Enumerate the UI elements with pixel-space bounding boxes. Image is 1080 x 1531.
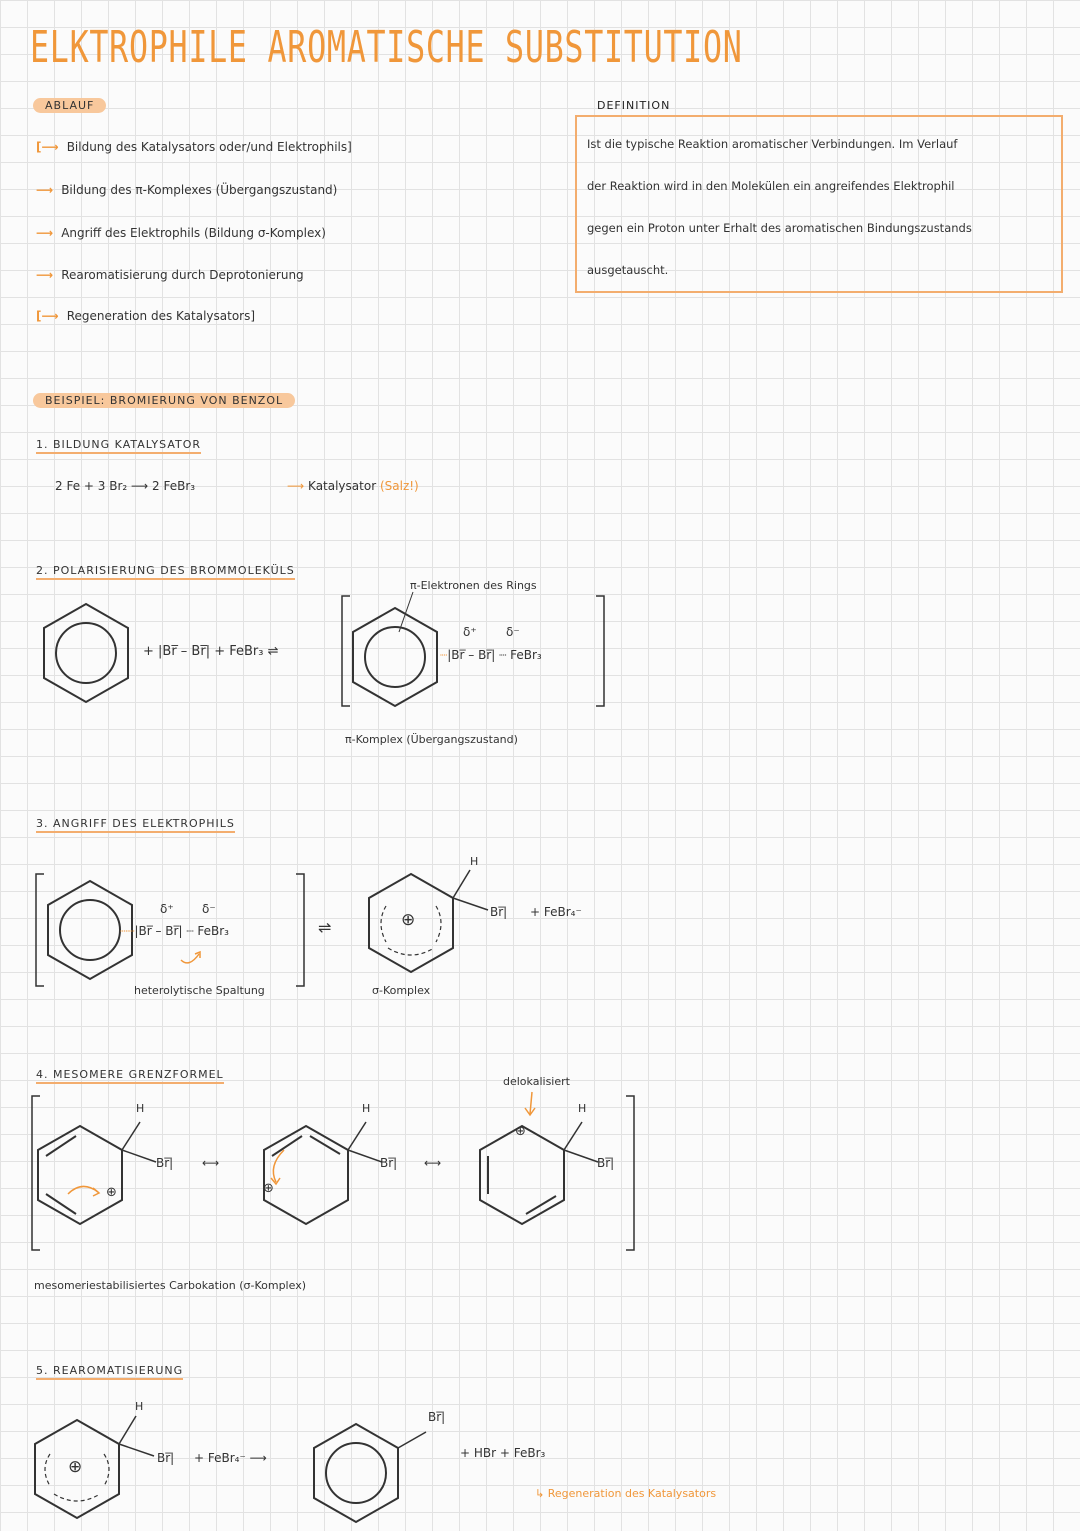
sigma-complex-icon xyxy=(32,1410,162,1525)
bromine-label: Br̅| xyxy=(428,1410,446,1424)
arrow-down-icon xyxy=(522,1090,542,1120)
page-title: ELKTROPHILE AROMATISCHE SUBSTITUTION xyxy=(30,22,743,73)
delta-minus: δ⁻ xyxy=(506,625,520,639)
arrow-icon: ⟶ xyxy=(36,268,54,282)
resonance-structure-3-icon xyxy=(474,1118,614,1228)
step1-equation: 2 Fe + 3 Br₂ ⟶ 2 FeBr₃ xyxy=(55,479,196,493)
ablauf-step-1: [⟶ Bildung des Katalysators oder/und Elektrophils] xyxy=(36,140,352,154)
step4-heading: 4. MESOMERE GRENZFORMEL xyxy=(36,1068,224,1084)
definition-box xyxy=(575,115,1063,293)
arrow-icon: [⟶ xyxy=(36,140,59,154)
hydrogen-label: H xyxy=(470,855,479,868)
resonance-structure-1-icon xyxy=(32,1118,172,1228)
ablauf-step-2: ⟶ Bildung des π-Komplexes (Übergangszustand) xyxy=(36,183,338,197)
resonance-caption: mesomeriestabilisiertes Carbokation (σ-Komplex) xyxy=(34,1279,306,1292)
step2-reactants: + |Br̅ – Br̅| + FeBr₃ ⇌ xyxy=(143,644,279,659)
definition-line: der Reaktion wird in den Molekülen ein angreifendes Elektrophil xyxy=(587,179,955,193)
equilibrium-icon: ⇌ xyxy=(318,918,332,937)
ablauf-step-4: ⟶ Rearomatisierung durch Deprotonierung xyxy=(36,268,304,282)
definition-line: gegen ein Proton unter Erhalt des aromatischen Bindungszustands xyxy=(587,221,972,235)
sigma-complex-icon xyxy=(366,862,496,982)
arrow-icon: [⟶ xyxy=(36,309,59,323)
hydrogen-label: H xyxy=(135,1400,144,1413)
plus-charge-icon: ⊕ xyxy=(515,1124,526,1139)
beispiel-label: BEISPIEL: BROMIERUNG VON BENZOL xyxy=(33,393,295,408)
resonance-arrow-icon: ⟷ xyxy=(202,1156,220,1170)
sigma-product-rest: + FeBr₄⁻ xyxy=(530,905,582,919)
resonance-structure-2-icon xyxy=(258,1118,398,1228)
arrow-icon: ⟶ xyxy=(36,226,54,240)
curved-arrow-icon xyxy=(175,940,215,970)
step3-heading: 3. ANGRIFF DES ELEKTROPHILS xyxy=(36,817,235,833)
step1-heading: 1. BILDUNG KATALYSATOR xyxy=(36,438,201,454)
step5-products: + HBr + FeBr₃ xyxy=(460,1446,546,1460)
plus-charge-icon: ⊕ xyxy=(106,1185,117,1200)
arrow-icon: ⟶ xyxy=(36,183,54,197)
bromine-label: Br̅| xyxy=(490,905,508,919)
delocalized-label: delokalisiert xyxy=(503,1075,570,1088)
bromobenzene-icon xyxy=(308,1416,448,1526)
ablauf-label: ABLAUF xyxy=(33,98,106,113)
hydrogen-label: H xyxy=(578,1102,587,1115)
pi-electron-label: π-Elektronen des Rings xyxy=(410,579,537,592)
delta-minus: δ⁻ xyxy=(202,902,216,916)
benzene-ring-icon xyxy=(347,604,447,714)
regeneration-note: ↳ Regeneration des Katalysators xyxy=(535,1487,717,1500)
arrow-icon: ↳ xyxy=(535,1487,545,1500)
ablauf-step-3: ⟶ Angriff des Elektrophils (Bildung σ-Komplex) xyxy=(36,226,326,240)
ablauf-step-5: [⟶ Regeneration des Katalysators] xyxy=(36,309,256,323)
pi-complex-caption: π-Komplex (Übergangszustand) xyxy=(345,733,518,746)
delta-plus: δ⁺ xyxy=(463,625,477,639)
step1-note: ⟶ Katalysator (Salz!) xyxy=(287,479,419,493)
step2-heading: 2. POLARISIERUNG DES BROMMOLEKÜLS xyxy=(36,564,295,580)
resonance-arrow-icon: ⟷ xyxy=(424,1156,442,1170)
bromine-label: Br̅| xyxy=(380,1156,398,1170)
definition-line: Ist die typische Reaktion aromatischer Verbindungen. Im Verlauf xyxy=(587,137,958,151)
hydrogen-label: H xyxy=(136,1102,145,1115)
cleavage-label: heterolytische Spaltung xyxy=(134,984,265,997)
plus-charge-icon: ⊕ xyxy=(263,1181,274,1196)
step5-heading: 5. REAROMATISIERUNG xyxy=(36,1364,183,1380)
benzene-ring-icon xyxy=(38,600,138,710)
arrow-icon: ⟶ xyxy=(287,479,305,493)
plus-charge-icon: ⊕ xyxy=(401,910,416,930)
hydrogen-label: H xyxy=(362,1102,371,1115)
step5-reagent: + FeBr₄⁻ ⟶ xyxy=(194,1451,267,1465)
sigma-complex-caption: σ-Komplex xyxy=(372,984,431,997)
definition-label: DEFINITION xyxy=(597,99,671,112)
bromine-label: Br̅| xyxy=(156,1156,174,1170)
pi-complex-formula: ┈┈|Br̅ – Br̅| ┈ FeBr₃ xyxy=(120,924,229,938)
pi-complex-formula: ┈|Br̅ – Br̅| ┈ FeBr₃ xyxy=(440,648,542,662)
bromine-label: Br̅| xyxy=(597,1156,615,1170)
definition-line: ausgetauscht. xyxy=(587,263,669,277)
bromine-label: Br̅| xyxy=(157,1451,175,1465)
plus-charge-icon: ⊕ xyxy=(68,1457,83,1477)
delta-plus: δ⁺ xyxy=(160,902,174,916)
